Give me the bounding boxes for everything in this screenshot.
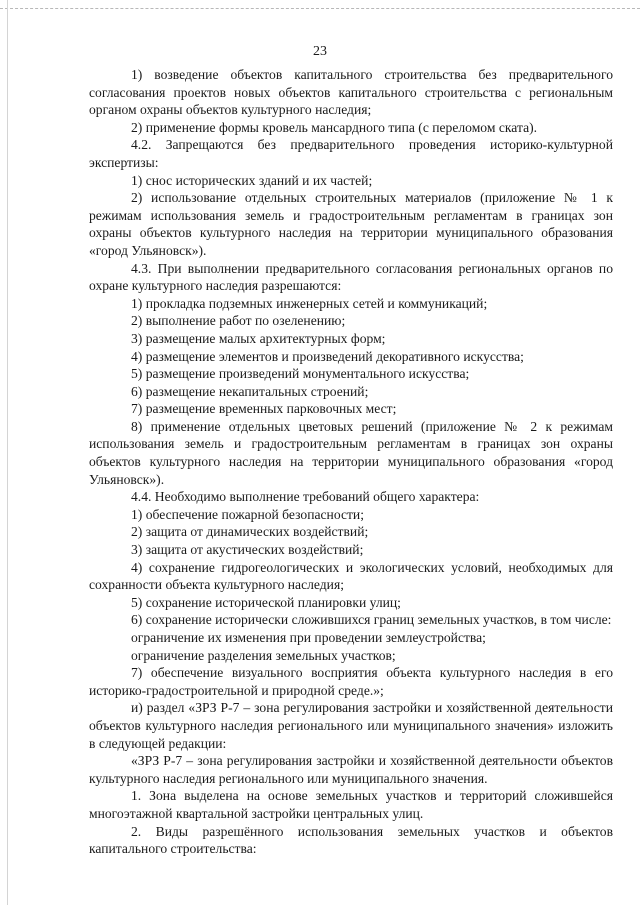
paragraph-4-2-item-1: 1) снос исторических зданий и их частей; — [131, 172, 373, 188]
paragraph-4-1-item-1: 1) возведение объектов капитального строительства без предварительного согласования проектов новых объектов капитального строительства с региональным органом охраны объектов культурного наследия; — [89, 67, 613, 118]
paragraph-4-4-item-2: 2) защита от динамических воздействий; — [131, 524, 369, 540]
zone-zrz-r7-point-1: 1. Зона выделена на основе земельных участков и территорий сложившейся многоэтажной квартальной застройки центральных улиц. — [89, 788, 613, 821]
paragraph-4-3-item-1: 1) прокладка подземных инженерных сетей и коммуникаций; — [131, 295, 488, 311]
scan-edge-top — [0, 8, 640, 9]
paragraph-4-3-item-3: 3) размещение малых архитектурных форм; — [131, 330, 386, 346]
paragraph-4-3-item-2: 2) выполнение работ по озеленению; — [131, 313, 346, 329]
paragraph-4-4-item-5: 5) сохранение исторической планировки улиц; — [131, 594, 401, 610]
scan-edge-left — [7, 0, 8, 905]
paragraph-4-3-item-6: 6) размещение некапитальных строений; — [131, 383, 369, 399]
paragraph-4-1-item-2: 2) применение формы кровель мансардного типа (с переломом ската). — [131, 119, 538, 135]
paragraph-4-4-item-6-sub-1: ограничение их изменения при проведении землеустройства; — [131, 630, 486, 645]
paragraph-4-4-item-7: 7) обеспечение визуального восприятия объекта культурного наследия в его историко-градостроительной и природной среде.»; — [89, 665, 613, 698]
zone-zrz-r7-point-2: 2. Виды разрешённого использования земельных участков и объектов капитального строительства: — [89, 823, 613, 857]
section-4-3-heading: 4.3. При выполнении предварительного согласования региональных органов по охране культурного наследия разрешаются: — [89, 260, 613, 294]
page-number: 23 — [313, 44, 327, 59]
amendment-item-i: и) раздел «ЗРЗ Р-7 – зона регулирования застройки и хозяйственной деятельности объектов культурного наследия регионального или муниципального значения» изложить в следующей редакции: — [89, 700, 613, 751]
paragraph-4-2-item-2: 2) использование отдельных строительных материалов (приложение № 1 к режимам использования земель и градостроительным регламентам в границах зон охраны объектов культурного наследия на территории муниципального образования «город Ульяновск»). — [89, 190, 613, 258]
paragraph-4-4-item-6: 6) сохранение исторически сложившихся границ земельных участков, в том числе: — [131, 612, 612, 628]
paragraph-4-3-item-7: 7) размещение временных парковочных мест; — [131, 401, 397, 417]
section-4-2-heading: 4.2. Запрещаются без предварительного проведения историко-культурной экспертизы: — [89, 137, 613, 170]
document-body — [89, 66, 613, 858]
paragraph-4-3-item-5: 5) размещение произведений монументального искусства; — [131, 366, 470, 382]
paragraph-4-4-item-1: 1) обеспечение пожарной безопасности; — [131, 506, 364, 522]
paragraph-4-3-item-4: 4) размещение элементов и произведений декоративного искусства; — [131, 348, 524, 364]
paragraph-4-4-item-4: 4) сохранение гидрогеологических и экологических условий, необходимых для сохранности объекта культурного наследия; — [89, 559, 613, 593]
paragraph-4-4-item-6-sub-2: ограничение разделения земельных участков; — [131, 647, 396, 663]
section-4-4-heading: 4.4. Необходимо выполнение требований общего характера: — [131, 489, 480, 505]
paragraph-4-4-item-3: 3) защита от акустических воздействий; — [131, 542, 364, 558]
zone-zrz-r7-title: «ЗРЗ Р-7 – зона регулирования застройки и хозяйственной деятельности объектов культурного наследия регионального или муниципального значения. — [89, 753, 613, 786]
paragraph-4-3-item-8: 8) применение отдельных цветовых решений (приложение № 2 к режимам использования земель и градостроительным регламентам в границах зон охраны объектов культурного наследия на территории муниципального образования «город Ульяновск»). — [89, 418, 613, 487]
